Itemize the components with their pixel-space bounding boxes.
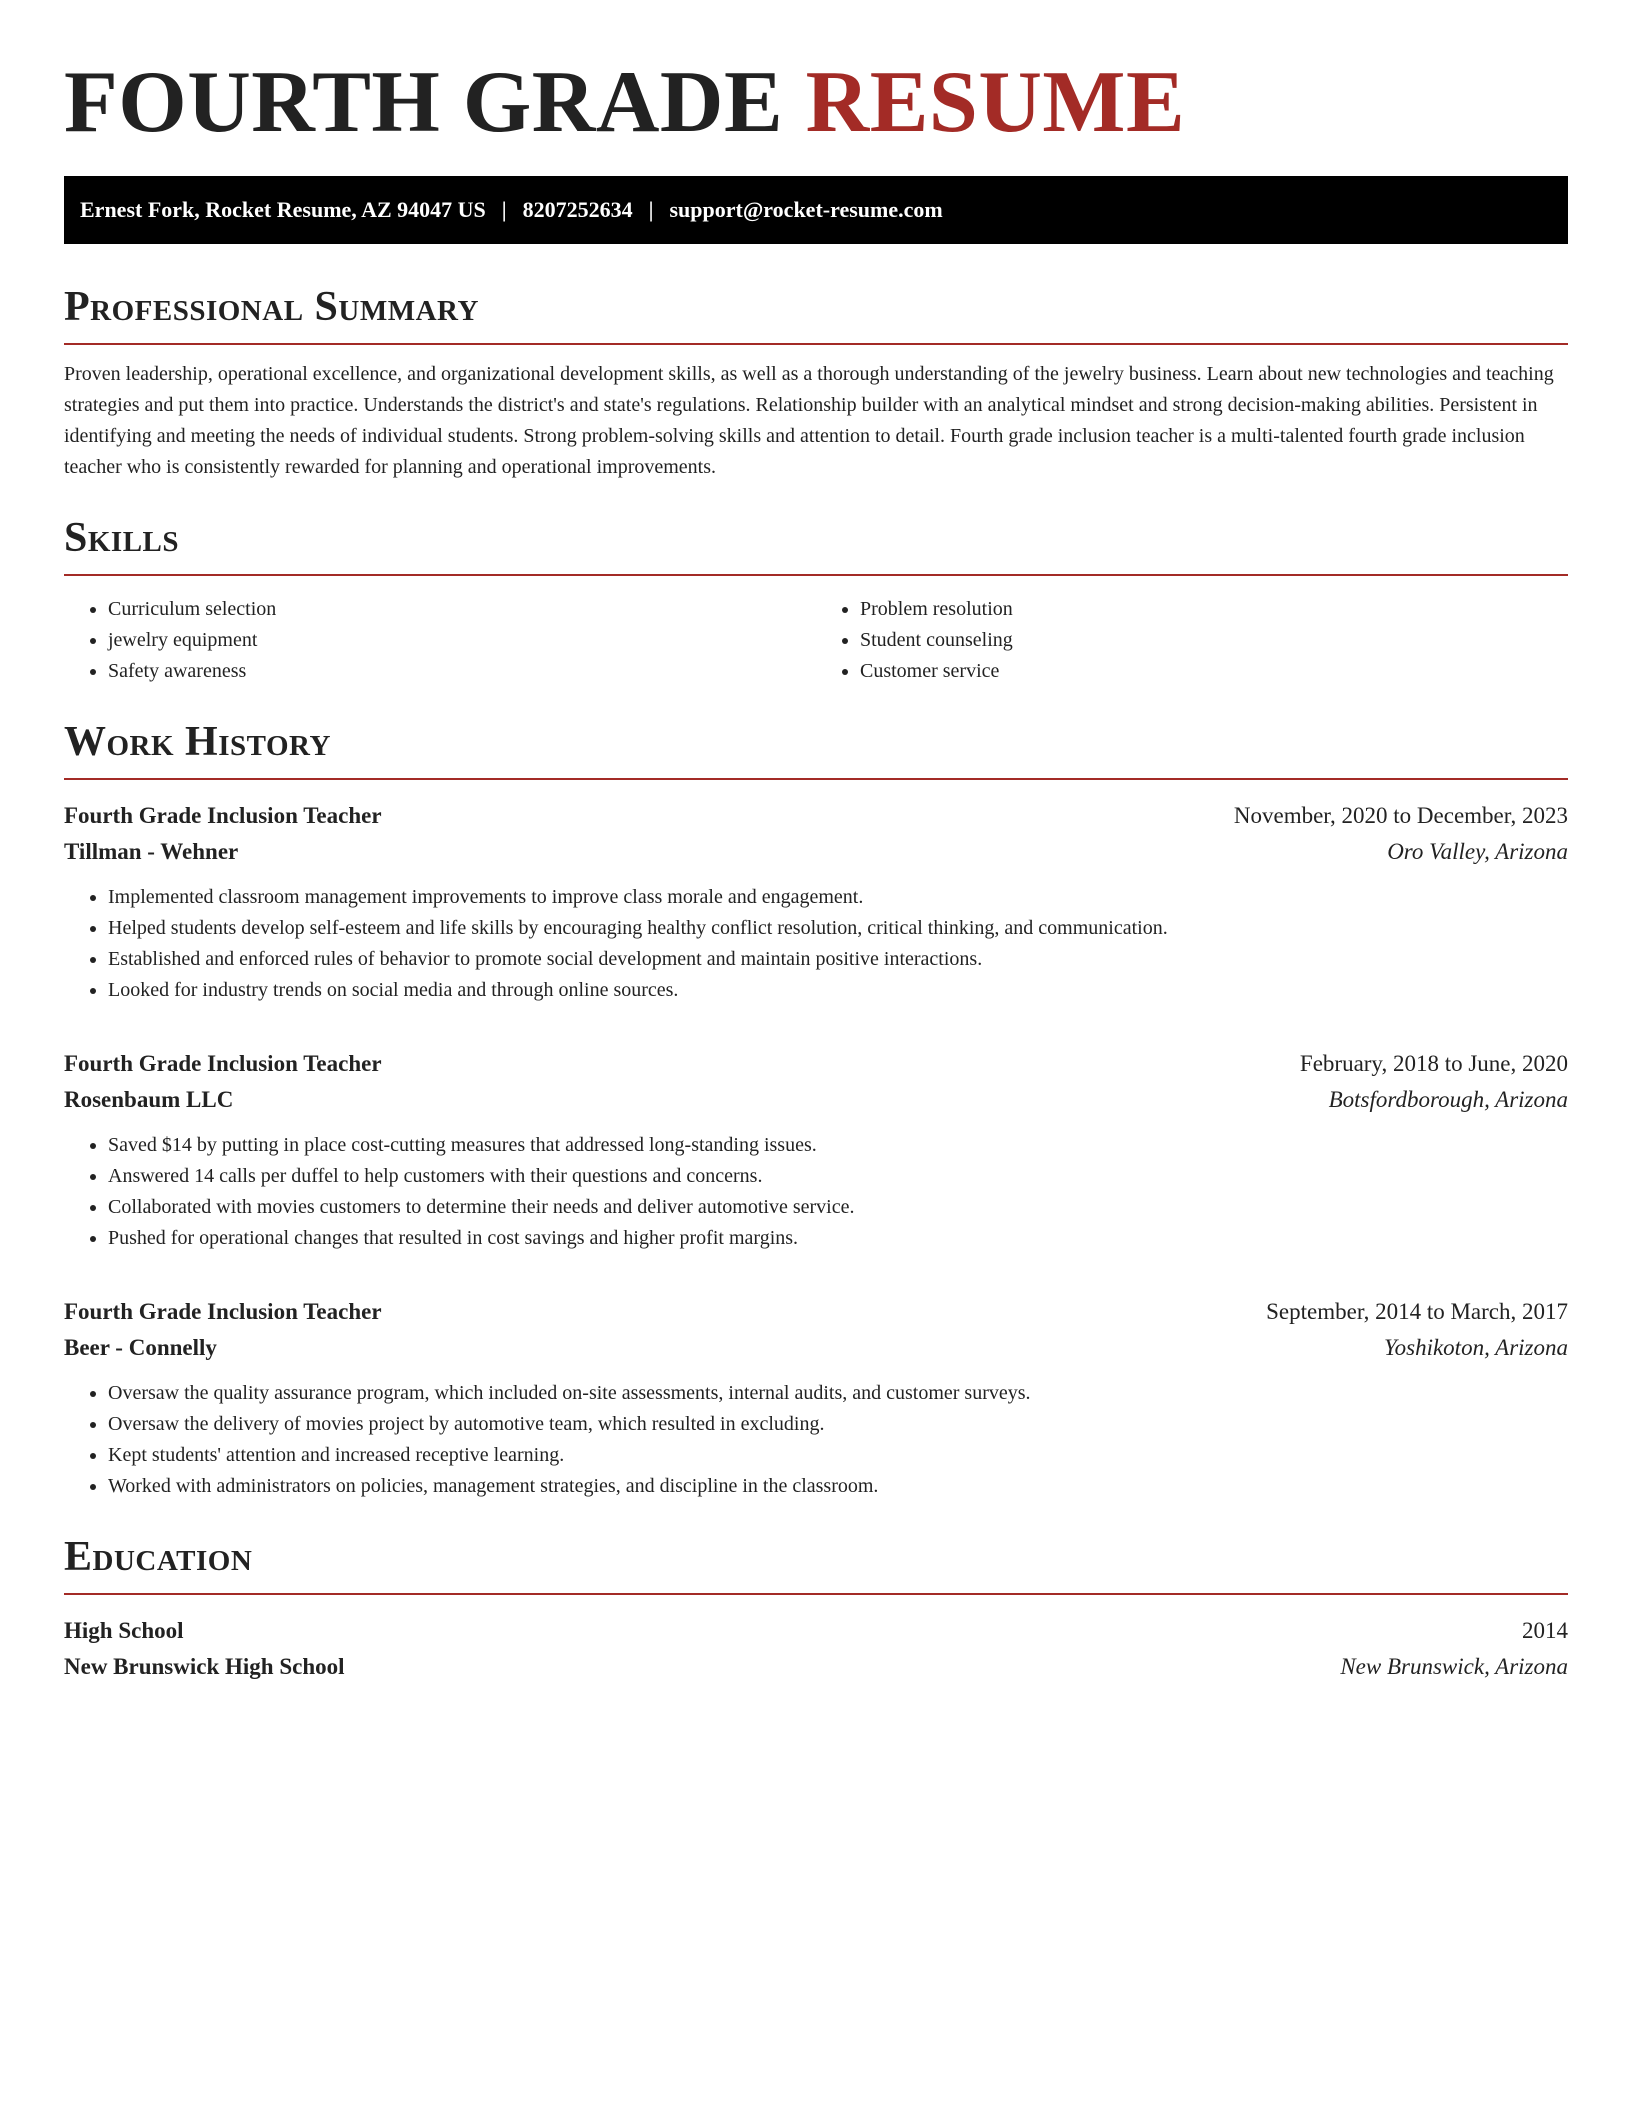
contact-email: support@rocket-resume.com <box>669 197 943 222</box>
work-history-heading: Work History <box>64 719 331 765</box>
education-year: 2014 <box>1522 1618 1568 1643</box>
contact-address: Ernest Fork, Rocket Resume, AZ 94047 US <box>80 197 486 222</box>
skill-item: • Safety awareness <box>108 656 816 687</box>
job-bullet: • Oversaw the delivery of movies project by automotive team, which resulted in excluding. <box>108 1409 1568 1440</box>
section-divider <box>64 1593 1568 1595</box>
job-title: Fourth Grade Inclusion Teacher <box>64 803 382 828</box>
skill-item: • jewelry equipment <box>108 625 816 656</box>
job-dates: September, 2014 to March, 2017 <box>1266 1299 1568 1324</box>
job-location: Botsfordborough, Arizona <box>1328 1087 1568 1112</box>
section-divider <box>64 778 1568 780</box>
education-degree: High School <box>64 1618 184 1643</box>
summary-section <box>64 282 1568 483</box>
job-bullets <box>64 1378 1568 1502</box>
contact-separator: | <box>501 197 507 222</box>
summary-text: Proven leadership, operational excellence, and organizational development skills, as well as a thorough understanding of the jewelry business. Learn about new technologies and teaching strategies and put them into practice. Understands the district's and state's regulations. Relationship builder with an analytical mindset and strong decision-making abilities. Persistent in identifying and meeting the needs of individual students. Strong problem-solving skills and attention to detail. Fourth grade inclusion teacher is a multi-talented fourth grade inclusion teacher who is consistently rewarded for planning and operational improvements. <box>64 363 1554 478</box>
job-bullet: • Helped students develop self-esteem and life skills by encouraging healthy conflict resolution, critical thinking, and communication. <box>108 913 1568 944</box>
job-company: Rosenbaum LLC <box>64 1087 234 1112</box>
job-bullet: • Oversaw the quality assurance program, which included on-site assessments, internal audits, and customer surveys. <box>108 1378 1568 1409</box>
job-bullet: • Saved $14 by putting in place cost-cutting measures that addressed long-standing issues. <box>108 1130 1568 1161</box>
job-entry <box>64 1046 1568 1254</box>
skills-list-right <box>816 594 1568 687</box>
job-company: Beer - Connelly <box>64 1335 217 1360</box>
job-entry <box>64 798 1568 1006</box>
education-school-row <box>64 1649 1568 1685</box>
education-section <box>64 1532 1568 1685</box>
education-header-row <box>64 1613 1568 1649</box>
section-divider <box>64 343 1568 345</box>
job-dates: November, 2020 to December, 2023 <box>1233 803 1568 828</box>
job-entry <box>64 1294 1568 1502</box>
job-bullet: • Looked for industry trends on social media and through online sources. <box>108 975 1568 1006</box>
job-company-row <box>64 1082 1568 1118</box>
job-company: Tillman - Wehner <box>64 839 239 864</box>
title-accent: RESUME <box>805 54 1186 151</box>
job-company-row <box>64 834 1568 870</box>
skills-heading: Skills <box>64 515 180 561</box>
resume-title <box>64 0 1568 176</box>
education-school: New Brunswick High School <box>64 1654 345 1679</box>
job-bullet: • Answered 14 calls per duffel to help customers with their questions and concerns. <box>108 1161 1568 1192</box>
job-bullet: • Established and enforced rules of behavior to promote social development and maintain positive interactions. <box>108 944 1568 975</box>
job-bullet: • Implemented classroom management improvements to improve class morale and engagement. <box>108 882 1568 913</box>
title-main: FOURTH GRADE <box>64 54 784 151</box>
education-location: New Brunswick, Arizona <box>1340 1654 1568 1679</box>
job-location: Oro Valley, Arizona <box>1387 839 1568 864</box>
job-bullet: • Worked with administrators on policies, management strategies, and discipline in the classroom. <box>108 1471 1568 1502</box>
job-dates: February, 2018 to June, 2020 <box>1299 1051 1568 1076</box>
job-bullets <box>64 882 1568 1006</box>
resume-page <box>64 0 1568 1685</box>
job-title: Fourth Grade Inclusion Teacher <box>64 1299 382 1324</box>
summary-heading: Professional Summary <box>64 284 479 330</box>
skill-item: • Student counseling <box>860 625 1568 656</box>
job-bullet: • Collaborated with movies customers to determine their needs and deliver automotive service. <box>108 1192 1568 1223</box>
job-company-row <box>64 1330 1568 1366</box>
job-title: Fourth Grade Inclusion Teacher <box>64 1051 382 1076</box>
section-divider <box>64 574 1568 576</box>
skills-grid <box>64 594 1568 687</box>
job-header-row <box>64 1294 1568 1330</box>
skill-item: • Customer service <box>860 656 1568 687</box>
skill-item: • Curriculum selection <box>108 594 816 625</box>
work-history-section <box>64 717 1568 1502</box>
education-heading: Education <box>64 1534 253 1580</box>
job-bullet: • Kept students' attention and increased receptive learning. <box>108 1440 1568 1471</box>
job-bullet: • Pushed for operational changes that resulted in cost savings and higher profit margins. <box>108 1223 1568 1254</box>
contact-separator: | <box>648 197 654 222</box>
contact-bar <box>64 176 1568 244</box>
skill-item: • Problem resolution <box>860 594 1568 625</box>
job-header-row <box>64 1046 1568 1082</box>
job-location: Yoshikoton, Arizona <box>1383 1335 1568 1360</box>
skills-list-left <box>64 594 816 687</box>
skills-section <box>64 513 1568 687</box>
education-entry <box>64 1613 1568 1685</box>
job-bullets <box>64 1130 1568 1254</box>
job-header-row <box>64 798 1568 834</box>
contact-phone: 8207252634 <box>522 197 633 222</box>
